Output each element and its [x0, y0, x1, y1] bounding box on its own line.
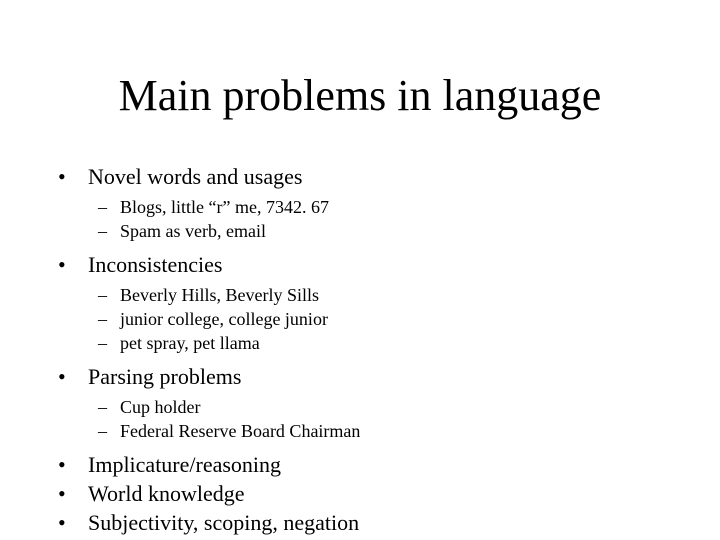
bullet-text: Inconsistencies: [88, 252, 223, 277]
sub-item: [88, 195, 698, 219]
bullet-marker: •: [58, 510, 66, 535]
sub-item: [88, 331, 698, 355]
sub-marker: –: [98, 309, 107, 329]
bullet-item: [58, 450, 698, 479]
bullet-marker: •: [58, 481, 66, 506]
sub-item: [88, 395, 698, 419]
bullet-list: [58, 155, 698, 537]
sub-item: [88, 419, 698, 443]
bullet-text: Implicature/reasoning: [88, 452, 282, 477]
sub-text: Blogs, little “r” me, 7342. 67: [120, 197, 329, 217]
sub-list: [88, 195, 698, 243]
bullet-item: [58, 162, 698, 243]
sub-item: [88, 219, 698, 243]
bullet-item: [58, 362, 698, 443]
sub-text: Beverly Hills, Beverly Sills: [120, 285, 319, 305]
sub-text: junior college, college junior: [120, 309, 328, 329]
sub-marker: –: [98, 333, 107, 353]
sub-text: Cup holder: [120, 397, 201, 417]
bullet-marker: •: [58, 452, 66, 477]
sub-text: pet spray, pet llama: [120, 333, 260, 353]
slide-title: Main problems in language: [118, 71, 602, 120]
bullet-text: Parsing problems: [88, 364, 242, 389]
bullet-item: [58, 479, 698, 508]
sub-marker: –: [98, 397, 107, 417]
sub-marker: –: [98, 285, 107, 305]
sub-list: [88, 395, 698, 443]
bullet-item: [58, 250, 698, 355]
sub-marker: –: [98, 197, 107, 217]
bullet-marker: •: [58, 364, 66, 389]
sub-text: Spam as verb, email: [120, 221, 266, 241]
sub-item: [88, 307, 698, 331]
bullet-text: Subjectivity, scoping, negation: [88, 510, 360, 535]
sub-text: Federal Reserve Board Chairman: [120, 421, 361, 441]
sub-marker: –: [98, 221, 107, 241]
bullet-item: [58, 508, 698, 537]
bullet-marker: •: [58, 252, 66, 277]
bullet-marker: •: [58, 164, 66, 189]
bullet-text: World knowledge: [88, 481, 245, 506]
sub-marker: –: [98, 421, 107, 441]
bullet-text: Novel words and usages: [88, 164, 303, 189]
sub-item: [88, 283, 698, 307]
sub-list: [88, 283, 698, 355]
